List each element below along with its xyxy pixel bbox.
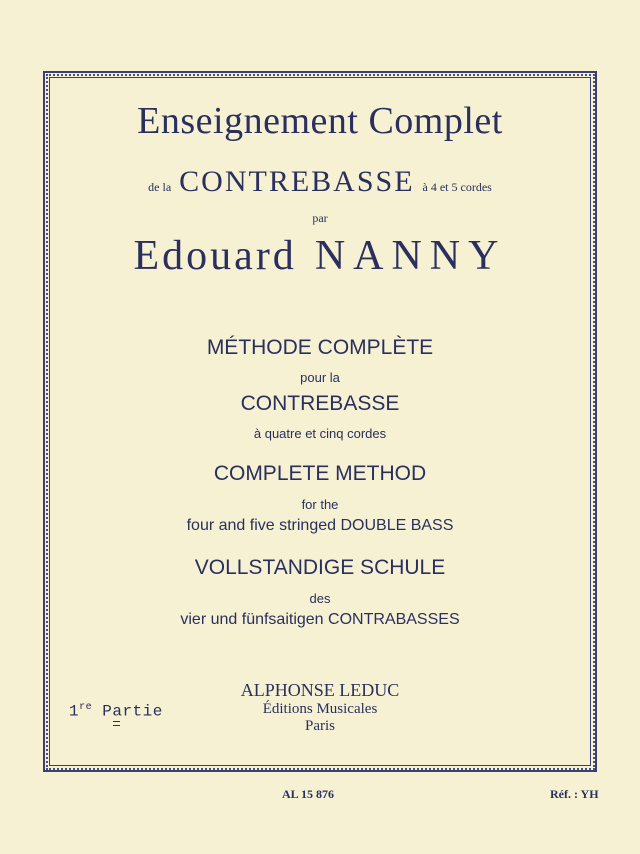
reference-code: Réf. : YH: [550, 787, 599, 801]
de-method-title: VOLLSTANDIGE SCHULE: [194, 556, 446, 579]
partie-label: [69, 702, 163, 720]
en-instrument: four and five stringed DOUBLE BASS: [186, 517, 454, 534]
author-first-name: Edouard: [133, 233, 297, 279]
main-title: Enseignement Complet: [137, 100, 503, 142]
fr-pour-text: pour la: [300, 370, 340, 385]
partie-underline-mark: [113, 721, 120, 726]
author-last-name: NANNY: [314, 233, 507, 279]
fr-strings-text: à quatre et cinq cordes: [253, 426, 387, 441]
partie-suffix: re: [79, 702, 93, 713]
partie-text: Partie: [102, 702, 163, 721]
strings-text: à 4 et 5 cordes: [422, 180, 492, 194]
partie-number: 1: [69, 702, 80, 721]
en-method-title: COMPLETE METHOD: [213, 462, 427, 485]
fr-method-title: MÉTHODE COMPLÈTE: [206, 336, 434, 359]
publisher-editions: Éditions Musicales: [262, 701, 378, 717]
de-des-text: des: [309, 591, 331, 606]
author-name: [0, 232, 640, 280]
de-la-text: de la: [148, 180, 172, 194]
de-instrument: vier und fünfsaitigen CONTRABASSES: [180, 611, 460, 628]
instrument-line: [0, 165, 640, 199]
en-for-text: for the: [301, 497, 339, 512]
par-text: par: [312, 211, 328, 225]
publisher-city: Paris: [305, 718, 335, 734]
publisher-name: ALPHONSE LEDUC: [240, 680, 400, 700]
instrument-title: CONTREBASSE: [179, 165, 415, 198]
catalog-number: AL 15 876: [282, 787, 335, 801]
fr-instrument: CONTREBASSE: [240, 392, 400, 415]
